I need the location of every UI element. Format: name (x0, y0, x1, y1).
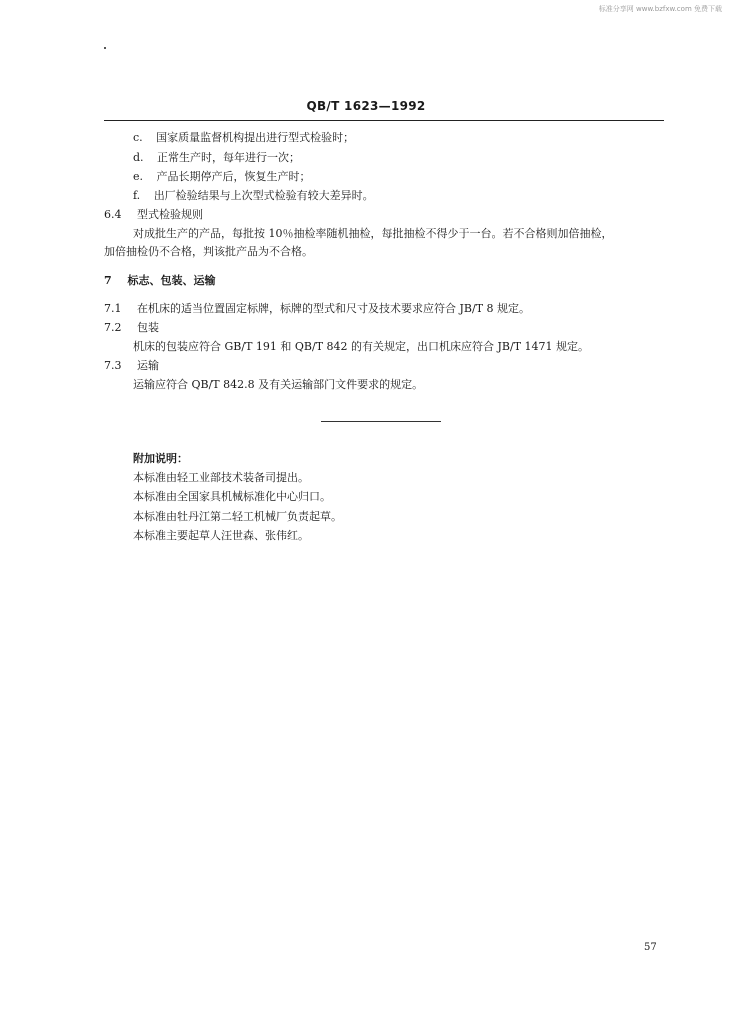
section-7-2-heading (104, 321, 159, 335)
header-rule (104, 120, 664, 121)
item-label: d. (133, 151, 144, 164)
section-title: 型式检验规则 (137, 208, 203, 221)
end-of-text-rule (321, 421, 441, 422)
section-7-3-heading (104, 359, 159, 373)
page-number: 57 (644, 942, 657, 953)
item-label: e. (133, 170, 144, 183)
section-number: 7 (104, 274, 112, 287)
watermark-text: 标准分享网 www.bzfxw.com 免费下载 (598, 5, 722, 13)
section-number: 7.3 (104, 359, 122, 372)
section-7-1 (104, 302, 530, 316)
appendix-line: 本标准由牡丹江第二轻工机械厂负责起草。 (133, 510, 342, 523)
item-label: c. (133, 131, 143, 144)
section-number: 6.4 (104, 208, 122, 221)
appendix-title: 附加说明： (133, 452, 188, 465)
section-title: 包装 (137, 321, 159, 334)
item-label: f. (133, 189, 141, 202)
section-title: 标志、包装、运输 (127, 274, 216, 287)
section-7-2-text: 机床的包装应符合 GB/T 191 和 QB/T 842 的有关规定，出口机床应符合 JB/T 1471 规定。 (133, 340, 590, 353)
scan-speck (104, 47, 106, 49)
appendix-line: 本标准主要起草人汪世森、张伟红。 (133, 529, 309, 542)
section-7-heading (104, 274, 216, 288)
page-header: QB/T 1623—1992 (306, 99, 426, 113)
section-7-3-text: 运输应符合 QB/T 842.8 及有关运输部门文件要求的规定。 (133, 378, 424, 391)
section-text: 在机床的适当位置固定标牌，标牌的型式和尺寸及技术要求应符合 JB/T 8 规定。 (137, 302, 531, 315)
item-d (133, 151, 300, 165)
item-c (133, 131, 354, 145)
item-text: 国家质量监督机构提出进行型式检验时； (156, 131, 355, 144)
section-6-4-heading (104, 208, 203, 222)
item-text: 产品长期停产后，恢复生产时； (156, 170, 311, 183)
item-f (133, 189, 374, 203)
item-text: 出厂检验结果与上次型式检验有较大差异时。 (153, 189, 374, 202)
item-e (133, 170, 311, 184)
appendix-line: 本标准由全国家具机械标准化中心归口。 (133, 490, 331, 503)
appendix-line: 本标准由轻工业部技术装备司提出。 (133, 471, 309, 484)
section-title: 运输 (137, 359, 159, 372)
section-number: 7.1 (104, 302, 122, 315)
section-number: 7.2 (104, 321, 122, 334)
section-6-4-para-line-2: 加倍抽检仍不合格，判该批产品为不合格。 (104, 245, 313, 258)
section-6-4-para-line-1: 对成批生产的产品，每批按 10％抽检率随机抽检，每批抽检不得少于一台。若不合格则加倍抽检， (133, 227, 613, 240)
item-text: 正常生产时，每年进行一次； (157, 151, 301, 164)
